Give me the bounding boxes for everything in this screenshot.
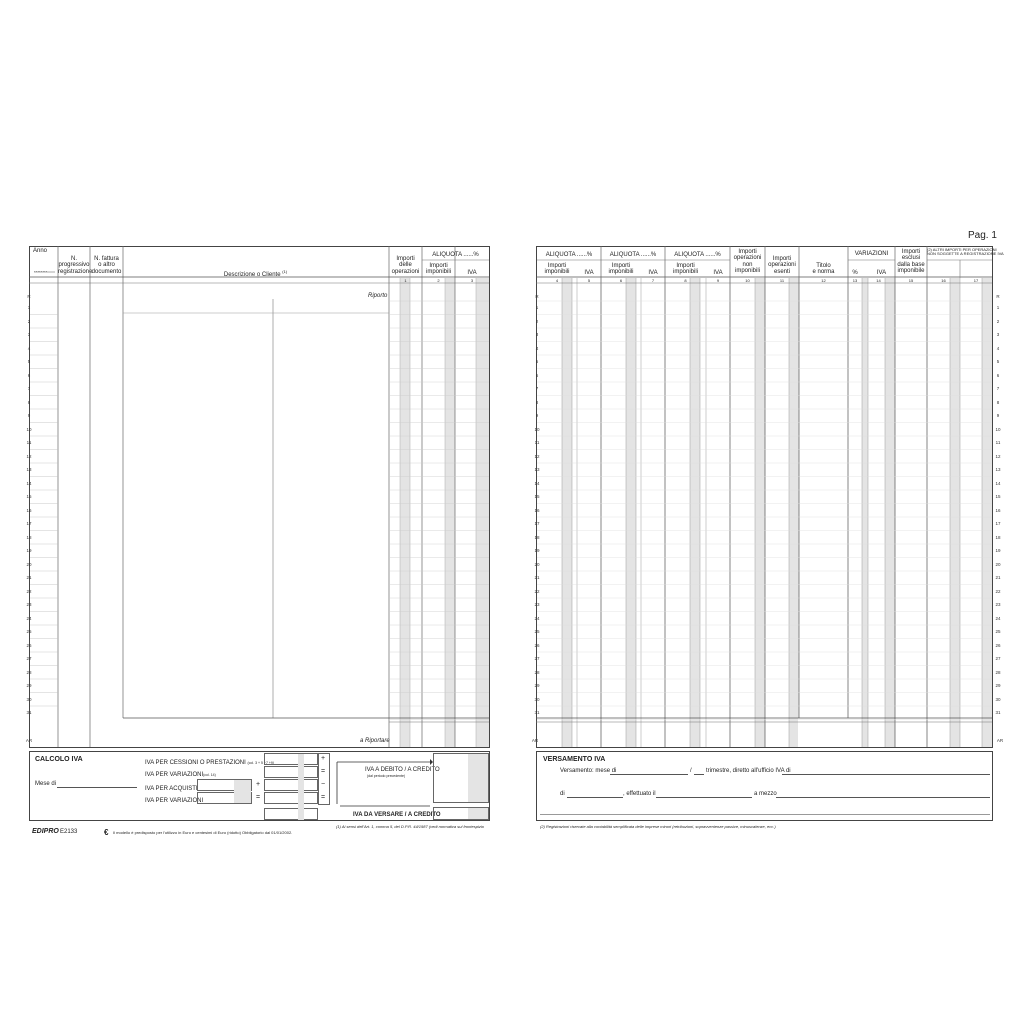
header-iva-5: IVA xyxy=(584,270,594,276)
versamento-mese-label: Versamento: mese di xyxy=(560,768,617,774)
sign-minus: − xyxy=(321,781,326,788)
altri-importi-note: (2) xyxy=(927,247,932,252)
row-number-right-a: 11 xyxy=(534,440,540,445)
row-number-right-a: 16 xyxy=(534,507,540,513)
row-number-right-a: 28 xyxy=(534,669,540,675)
row-number-right-a: 2 xyxy=(535,318,539,324)
right-col-number: 8 xyxy=(684,278,687,283)
row-label-ar: AR xyxy=(25,738,33,743)
versamento-ufficio-line[interactable] xyxy=(782,774,990,775)
cessioni-label: IVA PER CESSIONI O PRESTAZIONI (col. 3 + 5 +7 +9) xyxy=(145,760,275,766)
col-number-2: 2 xyxy=(437,278,440,283)
row-number-left: 27 xyxy=(26,656,32,661)
header-anno: Anno xyxy=(33,248,48,254)
row-number-right-a: 7 xyxy=(535,386,539,391)
right-col-number: 11 xyxy=(779,278,785,283)
row-number-right-b: 9 xyxy=(996,413,1000,418)
da-versare-label: IVA DA VERSARE / A CREDITO xyxy=(353,812,441,818)
row-number-right-a: 14 xyxy=(534,480,540,486)
acquisti-amount-box[interactable] xyxy=(264,779,318,791)
header-percent: % xyxy=(852,270,858,276)
header-titolo: Titolo e norma xyxy=(812,263,835,276)
row-number-left: 28 xyxy=(26,669,32,675)
row-number-right-b: 29 xyxy=(995,683,1001,688)
row-number-left: 4 xyxy=(27,345,31,351)
row-number-left: 7 xyxy=(27,386,31,391)
row-number-right-b: 27 xyxy=(995,656,1001,661)
row-number-left: 18 xyxy=(26,534,32,540)
header-imponibili-4: Importi imponibili xyxy=(544,263,570,276)
header-descrizione: Descrizione o Cliente $^{(1)}$ xyxy=(223,269,288,278)
header-iva: IVA xyxy=(467,270,477,276)
header-anno-blank: ........ xyxy=(34,268,48,274)
row-number-right-b: 1 xyxy=(996,305,1000,310)
versamento-title: VERSAMENTO IVA xyxy=(543,756,606,763)
row-number-right-a: 3 xyxy=(535,332,539,337)
versamento-mezzo-label: a mezzo xyxy=(754,791,777,797)
page-label: Pag. 1 xyxy=(968,230,997,241)
right-row-label-r-end: R xyxy=(996,294,1000,299)
variazioni-amount-box-1[interactable] xyxy=(264,766,318,778)
row-number-left: 21 xyxy=(26,575,32,580)
right-col-number: 7 xyxy=(651,278,655,283)
row-label-r: R xyxy=(27,294,31,299)
row-number-left: 8 xyxy=(27,399,31,405)
sign-mid-plus: + xyxy=(256,781,261,788)
row-number-right-b: 20 xyxy=(995,561,1001,567)
right-col-number: 16 xyxy=(941,278,946,283)
right-col-number: 17 xyxy=(973,278,979,283)
row-number-left: 14 xyxy=(26,480,32,486)
row-number-left: 13 xyxy=(26,467,32,472)
row-number-right-b: 22 xyxy=(995,588,1001,594)
header-aliquota: ALIQUOTA ......% xyxy=(432,252,479,258)
row-number-right-a: 18 xyxy=(534,534,540,540)
row-number-right-a: 21 xyxy=(534,575,540,580)
euro-note: Il modello è predisposto per l'utilizzo in Euro e centesimi di Euro (ridotto) Obbligatorio dal 01/01/2002. xyxy=(113,830,293,835)
row-number-right-b: 23 xyxy=(995,602,1001,607)
row-number-right-b: 31 xyxy=(995,710,1001,715)
row-number-left: 30 xyxy=(26,696,32,702)
amount-shade-left xyxy=(298,754,304,820)
cessioni-amount-box[interactable] xyxy=(264,753,318,765)
row-number-right-b: 18 xyxy=(995,534,1001,540)
row-number-left: 23 xyxy=(26,602,32,607)
header-importi-imponibili: Importi imponibili xyxy=(425,263,451,276)
row-number-right-a: 9 xyxy=(535,413,539,418)
row-number-right-b: 13 xyxy=(995,467,1001,472)
euro-symbol: € xyxy=(104,828,109,837)
row-number-right-b: 4 xyxy=(996,345,1000,351)
right-footer-note: (2) Registrazioni riservate alla contabilità semplificata delle imprese minori (retribuzioni, sopravvenienze passive, minusvalenze, ecc.) xyxy=(540,824,776,829)
right-col-number: 12 xyxy=(821,278,826,283)
header-imponibili-6: Importi imponibili xyxy=(608,263,634,276)
row-number-right-b: 17 xyxy=(995,521,1001,526)
col-number-3: 3 xyxy=(470,278,474,283)
row-number-right-a: 17 xyxy=(534,521,540,526)
row-number-right-a: 20 xyxy=(534,561,540,567)
right-row-label-ar-end: AR xyxy=(996,738,1004,743)
row-number-right-a: 12 xyxy=(534,453,540,459)
versamento-di-label: di xyxy=(560,791,565,797)
header-importi-operazioni: Importi delle operazioni xyxy=(391,256,420,275)
altri-importi-text: ALTRI IMPORTI PER OPERAZIONI NON SOGGETTE A REGISTRAZIONE IVA xyxy=(927,247,1004,257)
row-number-right-b: 7 xyxy=(996,386,1000,391)
versamento-data-line[interactable] xyxy=(656,797,752,798)
row-number-left: 2 xyxy=(27,318,31,324)
da-versare-shade xyxy=(468,808,488,819)
row-number-right-b: 10 xyxy=(995,426,1001,432)
row-number-right-b: 14 xyxy=(995,480,1001,486)
row-number-right-b: 19 xyxy=(995,548,1001,553)
row-number-right-b: 8 xyxy=(996,399,1000,405)
row-number-left: 19 xyxy=(26,548,32,553)
versamento-trimestre-line[interactable] xyxy=(694,774,704,775)
edipro-logo: EDIPRO xyxy=(32,828,59,835)
da-versare-amount-box[interactable] xyxy=(264,808,318,820)
row-number-right-a: 5 xyxy=(535,359,539,364)
row-number-right-b: 2 xyxy=(996,318,1000,324)
row-number-right-a: 10 xyxy=(534,426,540,432)
variazioni-amount-box-2[interactable] xyxy=(264,792,318,804)
row-number-left: 25 xyxy=(26,629,32,634)
sign-equal-2: = xyxy=(321,794,326,801)
row-number-right-a: 13 xyxy=(534,467,540,472)
versamento-effettuato-label: , effettuato il xyxy=(623,791,656,797)
right-row-label-ar: AR xyxy=(531,738,539,743)
sign-mid-equal: = xyxy=(256,794,261,801)
row-number-left: 9 xyxy=(27,413,31,418)
versamento-di-line[interactable] xyxy=(567,797,623,798)
debito-credito-label: IVA A DEBITO / A CREDITO xyxy=(365,767,440,773)
periodo-precedente-label: (dal periodo precedente) xyxy=(367,774,406,778)
row-number-right-a: 24 xyxy=(534,615,540,621)
row-number-right-a: 25 xyxy=(534,629,540,634)
row-number-right-b: 28 xyxy=(995,669,1001,675)
row-number-right-a: 8 xyxy=(535,399,539,405)
variazioni-label-2: IVA PER VARIAZIONI xyxy=(145,798,204,804)
row-number-left: 20 xyxy=(26,561,32,567)
row-number-left: 24 xyxy=(26,615,32,621)
variazioni-label-1: IVA PER VARIAZIONI(col. 14) xyxy=(145,772,216,778)
versamento-extra-line xyxy=(540,814,990,815)
row-number-left: 16 xyxy=(26,507,32,513)
row-number-right-a: 22 xyxy=(534,588,540,594)
mese-di-label: Mese di xyxy=(35,781,57,787)
right-col-number: 5 xyxy=(587,278,591,283)
row-number-right-b: 12 xyxy=(995,453,1001,459)
row-number-right-a: 4 xyxy=(535,345,539,351)
versamento-mese-line[interactable] xyxy=(610,774,688,775)
row-number-right-a: 30 xyxy=(534,696,540,702)
versamento-slash: / xyxy=(690,768,692,774)
row-number-left: 17 xyxy=(26,521,32,526)
row-number-left: 22 xyxy=(26,588,32,594)
row-number-right-a: 19 xyxy=(534,548,540,553)
header-non-imponibili: Importi operazioni non imponibili xyxy=(733,249,762,274)
right-col-number: 14 xyxy=(876,278,881,283)
right-col-number: 13 xyxy=(852,278,858,283)
sign-plus: + xyxy=(321,755,326,762)
calcolo-title: CALCOLO IVA xyxy=(35,756,83,763)
row-number-right-a: 15 xyxy=(534,494,540,499)
header-imponibili-8: Importi imponibili xyxy=(672,263,698,276)
row-number-left: 26 xyxy=(26,642,32,648)
header-variazioni: VARIAZIONI xyxy=(854,251,889,257)
right-col-number: 15 xyxy=(908,278,914,283)
row-number-right-a: 23 xyxy=(534,602,540,607)
row-number-right-b: 30 xyxy=(995,696,1001,702)
header-esclusi: Importi esclusi dalla base imponibile xyxy=(897,249,925,274)
header-aliquota-3: ALIQUOTA ......% xyxy=(674,252,721,258)
right-row-label-r: R xyxy=(535,294,539,299)
row-number-right-b: 21 xyxy=(995,575,1001,580)
row-number-left: 6 xyxy=(27,372,31,378)
row-number-right-a: 26 xyxy=(534,642,540,648)
acquisti-label: IVA PER ACQUISTI xyxy=(145,786,198,792)
row-number-left: 1 xyxy=(27,305,31,310)
row-number-left: 3 xyxy=(27,332,31,337)
row-number-right-b: 5 xyxy=(996,359,1000,364)
row-number-right-b: 24 xyxy=(995,615,1001,621)
right-col-number: 4 xyxy=(555,278,559,283)
mid-shade xyxy=(234,780,251,803)
header-n-progressivo: N. progressivo registrazione xyxy=(58,256,93,275)
row-number-right-a: 27 xyxy=(534,656,540,661)
header-iva-7: IVA xyxy=(648,270,658,276)
right-col-number: 9 xyxy=(716,278,720,283)
header-iva-14: IVA xyxy=(876,270,887,276)
row-number-right-b: 3 xyxy=(996,332,1000,337)
col-number-1: 1 xyxy=(404,278,407,283)
row-number-right-a: 29 xyxy=(534,683,540,688)
right-col-number: 10 xyxy=(745,278,750,283)
mese-di-line[interactable] xyxy=(57,787,137,788)
row-number-right-b: 15 xyxy=(995,494,1001,499)
row-number-right-b: 11 xyxy=(995,440,1001,445)
row-number-left: 11 xyxy=(26,440,32,445)
form-code: E2133 xyxy=(60,829,78,835)
header-aliquota-2: ALIQUOTA ......% xyxy=(609,252,657,258)
row-number-right-a: 6 xyxy=(535,372,539,378)
row-number-left: 15 xyxy=(26,494,32,499)
header-aliquota-1: ALIQUOTA ......% xyxy=(545,252,593,258)
row-number-left: 31 xyxy=(26,710,32,715)
row-number-left: 29 xyxy=(26,683,32,688)
header-esenti: Importi operazioni esenti xyxy=(768,256,796,275)
debito-credito-shade xyxy=(468,754,488,802)
header-iva-9: IVA xyxy=(713,270,723,276)
row-number-left: 12 xyxy=(26,453,32,459)
header-n-fattura: N. fattura o altro documento xyxy=(91,256,122,275)
row-number-left: 10 xyxy=(26,426,32,432)
sign-equal-1: = xyxy=(321,768,326,775)
row-number-right-b: 26 xyxy=(995,642,1001,648)
row-number-left: 5 xyxy=(27,359,31,364)
row-number-right-b: 16 xyxy=(995,507,1001,513)
row-number-right-b: 25 xyxy=(995,629,1001,634)
riporto-label: Riporto xyxy=(368,293,388,299)
versamento-trimestre-label: trimestre, diretto all'ufficio IVA di xyxy=(706,768,791,774)
a-riportare-label: a Riportare xyxy=(360,738,390,744)
versamento-mezzo-line[interactable] xyxy=(776,797,990,798)
row-number-right-a: 1 xyxy=(535,305,539,310)
left-footer-note: (1) Ai sensi dell'Art. 1, comma 5, del D.P.R. 44/1987 (vedi normativa sul frontespizio xyxy=(336,824,484,829)
right-col-number: 6 xyxy=(619,278,623,283)
row-number-right-a: 31 xyxy=(534,710,540,715)
row-number-right-b: 6 xyxy=(996,372,1000,378)
